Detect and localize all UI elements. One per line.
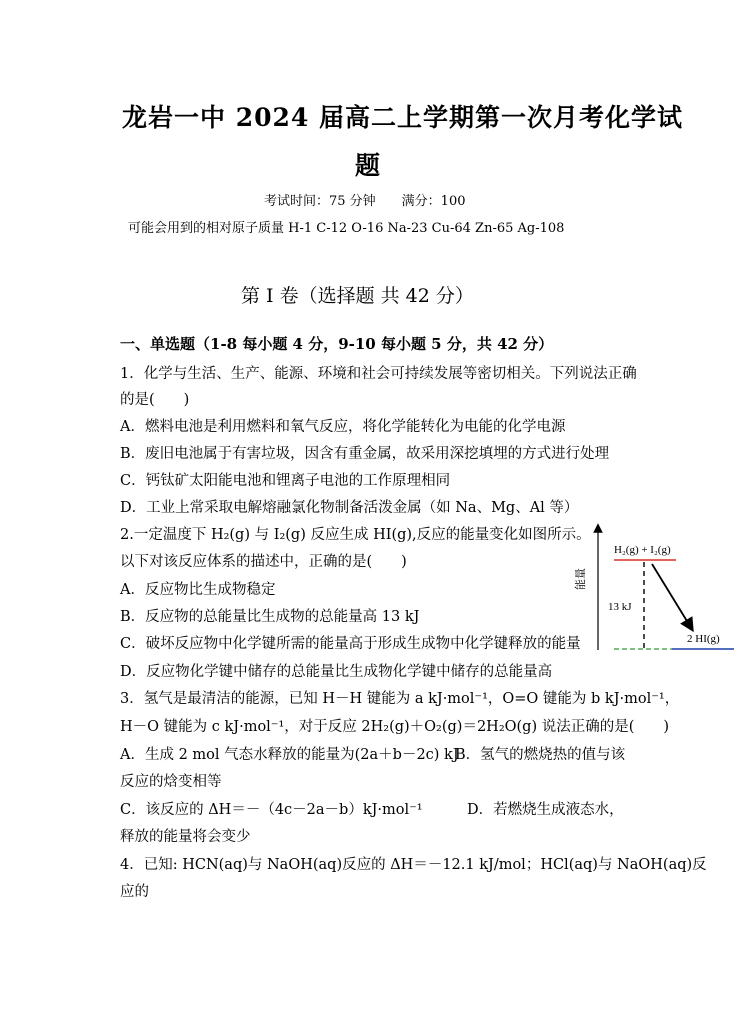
- q4-stem-line2: 应的: [120, 884, 149, 900]
- reactant-label: H₂(g) + I₂(g): [614, 544, 671, 556]
- product-label: 2 HI(g): [687, 633, 720, 645]
- energy-axis-label: 能量: [575, 568, 587, 590]
- q3-stem-line1: 3．氢气是最清洁的能源，已知 H－H 键能为 a kJ·mol⁻¹，O=O 键能为 b kJ·mol⁻¹，: [120, 691, 680, 707]
- atomic-masses: 可能会用到的相对原子质量 H-1 C-12 O-16 Na-23 Cu-64 Zn-65 Ag-108: [128, 221, 565, 236]
- energy-diagram: [575, 522, 736, 654]
- q1-stem-line2: 的是( ): [120, 392, 190, 408]
- q1-stem-line1: 1．化学与生活、生产、能源、环境和社会可持续发展等密切相关。下列说法正确: [120, 366, 637, 382]
- page-title-line1: 龙岩一中 2024 届高二上学期第一次月考化学试: [122, 103, 683, 132]
- part-heading: 一、单选题（1-8 每小题 4 分，9-10 每小题 5 分，共 42 分）: [120, 335, 554, 353]
- q2-stem-line2: 以下对该反应体系的描述中，正确的是( ): [120, 554, 407, 570]
- q2-stem-line1: 2.一定温度下 H₂(g) 与 I₂(g) 反应生成 HI(g),反应的能量变化如图所示。: [120, 527, 591, 543]
- q3-option-c: C．该反应的 ΔH＝－（4c－2a－b）kJ·mol⁻¹: [120, 802, 423, 818]
- q3-option-a: A．生成 2 mol 气态水释放的能量为(2a＋b－2c) kJ: [120, 747, 459, 763]
- reaction-arrow: [652, 564, 690, 626]
- section-title: 第 I 卷（选择题 共 42 分）: [241, 285, 474, 307]
- q3-option-d-line1: D．若燃烧生成液态水，: [467, 802, 624, 818]
- exam-info: 考试时间：75 分钟 满分：100: [264, 194, 466, 209]
- q1-option-c: C．钙钛矿太阳能电池和锂离子电池的工作原理相同: [120, 473, 451, 489]
- q3-option-b-line1: B．氢气的燃烧热的值与该: [455, 747, 626, 763]
- q2-option-c: C．破坏反应物中化学键所需的能量高于形成生成物中化学键释放的能量: [120, 636, 581, 652]
- q2-option-a: A．反应物比生成物稳定: [120, 582, 276, 598]
- q1-option-b: B．废旧电池属于有害垃圾，因含有重金属，故采用深挖填埋的方式进行处理: [120, 446, 610, 462]
- q3-option-d-line2: 释放的能量将会变少: [120, 829, 251, 845]
- q1-option-d: D．工业上常采取电解熔融氯化物制备活泼金属（如 Na、Mg、Al 等）: [120, 500, 579, 516]
- q4-stem-line1: 4．已知: HCN(aq)与 NaOH(aq)反应的 ΔH＝－12.1 kJ/mol；HCl(aq)与 NaOH(aq)反: [120, 857, 707, 873]
- q2-option-d: D．反应物化学键中储存的总能量比生成物化学键中储存的总能量高: [120, 664, 553, 680]
- q1-option-a: A．燃料电池是利用燃料和氧气反应，将化学能转化为电能的化学电源: [120, 419, 566, 435]
- q3-stem-line2: H－O 键能为 c kJ·mol⁻¹，对于反应 2H₂(g)＋O₂(g)＝2H₂O(g) 说法正确的是( ): [120, 719, 670, 735]
- page-title-line2: 题: [355, 151, 382, 180]
- q2-option-b: B．反应物的总能量比生成物的总能量高 13 kJ: [120, 609, 420, 625]
- energy-gap-label: 13 kJ: [608, 601, 632, 613]
- q3-option-b-line2: 反应的焓变相等: [120, 774, 222, 790]
